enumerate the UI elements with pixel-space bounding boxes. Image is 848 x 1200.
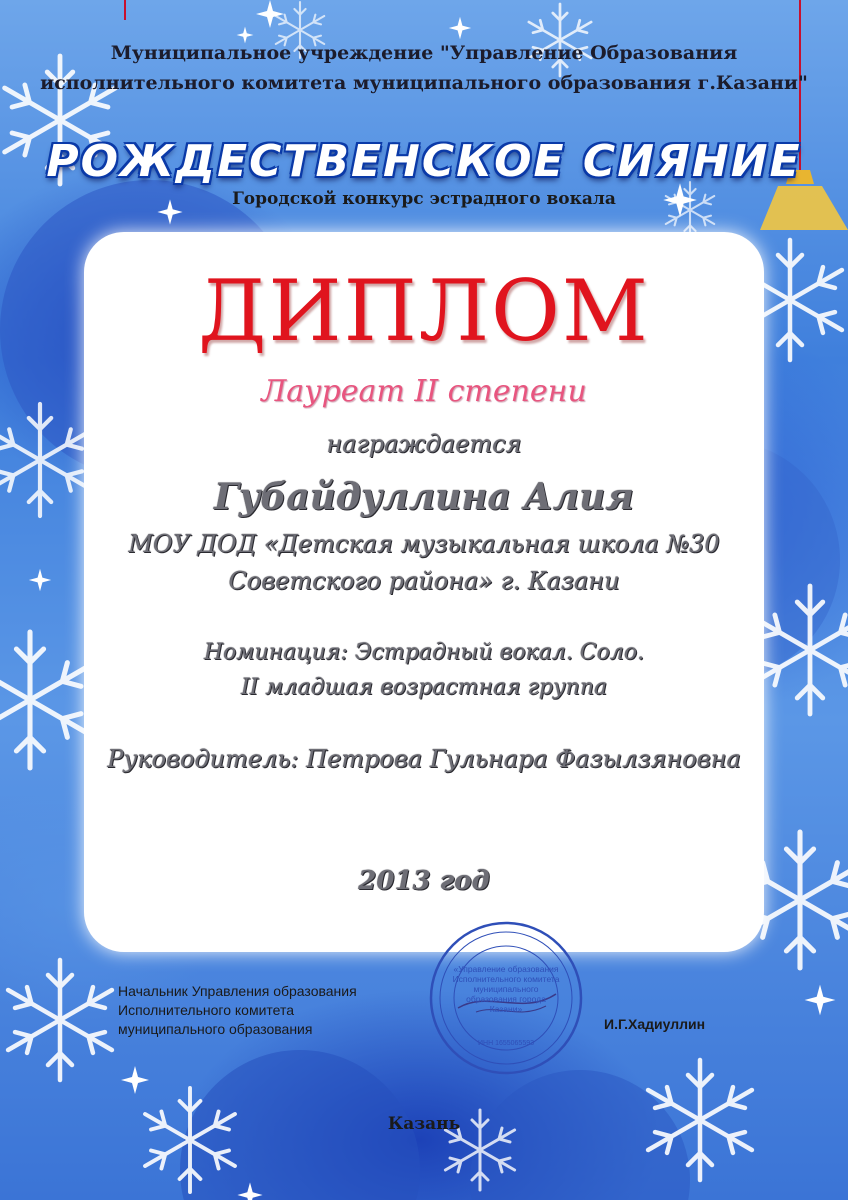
nomination-line-1: Номинация: Эстрадный вокал. Соло. [203, 640, 645, 665]
awarded-label: награждается [326, 430, 522, 458]
event-title: РОЖДЕСТВЕНСКОЕ СИЯНИЕ [46, 136, 802, 187]
diploma-year: 2013 год [358, 866, 490, 896]
signer-name: И.Г.Хадиуллин [604, 1016, 706, 1032]
signatory-title-line-1: Начальник Управления образования [118, 983, 357, 999]
organization-line-1: Муниципальное учреждение "Управление Образования [110, 42, 738, 64]
signatory-title-line-3: муниципального образования [118, 1021, 313, 1037]
diploma-title: ДИПЛОМ [198, 262, 650, 360]
school-line-2: Советского района» г. Казани [228, 567, 620, 595]
leader-line: Руководитель: Петрова Гульнара Фазылзяновна [107, 745, 741, 773]
signatory-title [118, 982, 418, 1039]
city-label: Казань [387, 1114, 461, 1134]
organization-line-2: исполнительного комитета муниципального образования г.Казани" [40, 72, 808, 94]
recipient-name: Губайдуллина Алия [214, 476, 634, 518]
award-degree: Лауреат II степени [261, 374, 587, 409]
school-line-1: МОУ ДОД «Детская музыкальная школа №30 [128, 530, 720, 558]
nomination-line-2: II младшая возрастная группа [240, 675, 608, 700]
signatory-title-line-2: Исполнительного комитета [118, 1002, 295, 1018]
event-subtitle: Городской конкурс эстрадного вокала [232, 189, 616, 209]
seal-inn: ИНН 1655065593 [477, 1040, 535, 1047]
seal-center-text: «Управление образования Исполнительного комитета муниципального образования города Казани» [452, 964, 560, 1014]
